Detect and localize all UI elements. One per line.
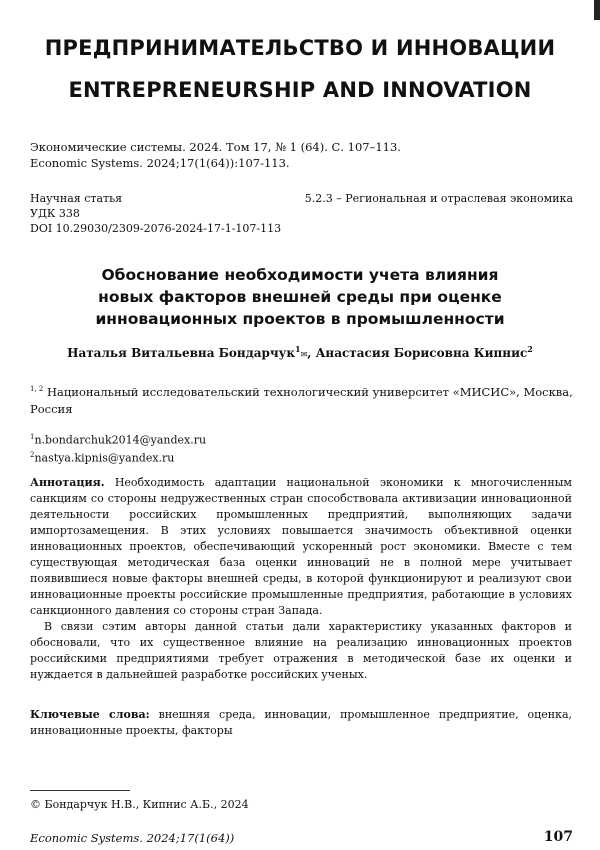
abstract [30,475,572,683]
article-meta [30,191,281,236]
affiliation [30,381,575,418]
abstract-text: Необходимость адаптации национальной экономики к многочисленным санкциям со стороны недружественных стран способствовала активизации инновационной деятельности российских промышленных предприятий, выполняющих задачи импортозамещения. В этих условиях повышается значимость объективной оценки инновационных проектов, обеспечивающий ускоренный рост экономики. Вместе с тем существующая методическая база оценки инноваций не в полной мере учитывает появившиеся новые факторы внешней среды, в которой функционируют и реализуют свои инновационные проекты российские промышленные предприятия, работающие в условиях санкционного давления со стороны стран Запада. [30,476,572,617]
udk-code: УДК 338 [30,207,80,220]
keywords-text: внешняя среда, инновации, промышленное предприятие, оценка, инновационные проекты, факторы [30,708,572,737]
title-line: новых факторов внешней среды при оценке [98,288,502,306]
email-link[interactable]: nastya.kipnis@yandex.ru [34,451,175,465]
keywords-label: Ключевые слова: [30,708,150,721]
doi: DOI 10.29030/2309-2076-2024-17-1-107-113 [30,222,282,235]
envelope-icon: ✉ [300,350,308,359]
abstract-paragraph [30,475,572,619]
email-item [30,448,206,466]
emails [30,430,206,465]
footer-journal: Economic Systems. 2024;17(1(64)) [30,831,235,845]
section-header-ru: ПРЕДПРИНИМАТЕЛЬСТВО И ИННОВАЦИИ [44,36,556,60]
email-mark: 1 [30,433,35,441]
journal-citation-en: Economic Systems. 2024;17(1(64)):107-113. [30,156,290,170]
abstract-paragraph: В связи сэтим авторы данной статьи дали характеристику указанных факторов и обосновали, что их существенное влияние на реализацию инновационных проектов российскими предприятиями требует отражения в методической базе их оценки и нуждается в дальнейшей разработке российских ученых. [30,620,572,681]
email-mark: 2 [30,450,35,459]
article-title [40,264,560,330]
copyright: © Бондарчук Н.В., Кипнис А.Б., 2024 [30,798,249,811]
author-affiliation-mark: 2 [527,344,533,354]
affiliation-mark: 1, 2 [30,385,44,393]
author-separator: , [307,346,316,360]
title-line: Обоснование необходимости учета влияния [101,266,499,284]
keywords [30,707,572,739]
section-header-en: ENTREPRENEURSHIP AND INNOVATION [68,78,532,102]
article-type: Научная статья [30,192,123,205]
footnote-divider [30,790,130,791]
title-line: инновационных проектов в промышленности [95,310,505,328]
authors-line [0,344,600,360]
journal-citation [30,139,401,171]
journal-citation-ru: Экономические системы. 2024. Том 17, № 1 (64). С. 107–113. [30,140,401,154]
specialty-code: 5.2.3 – Региональная и отраслевая экономика [304,192,573,205]
corner-mark [594,0,600,20]
abstract-label: Аннотация. [30,476,105,489]
page-number: 107 [543,829,573,845]
author-name: Наталья Витальевна Бондарчук [67,346,296,360]
affiliation-text: Национальный исследовательский технологический университет «МИСИС», Москва, Россия [30,384,573,416]
author-name: Анастасия Борисовна Кипнис [315,346,528,360]
email-link[interactable]: n.bondarchuk2014@yandex.ru [34,433,207,447]
author-affiliation-mark: 1 [295,344,301,354]
email-item [30,430,206,448]
